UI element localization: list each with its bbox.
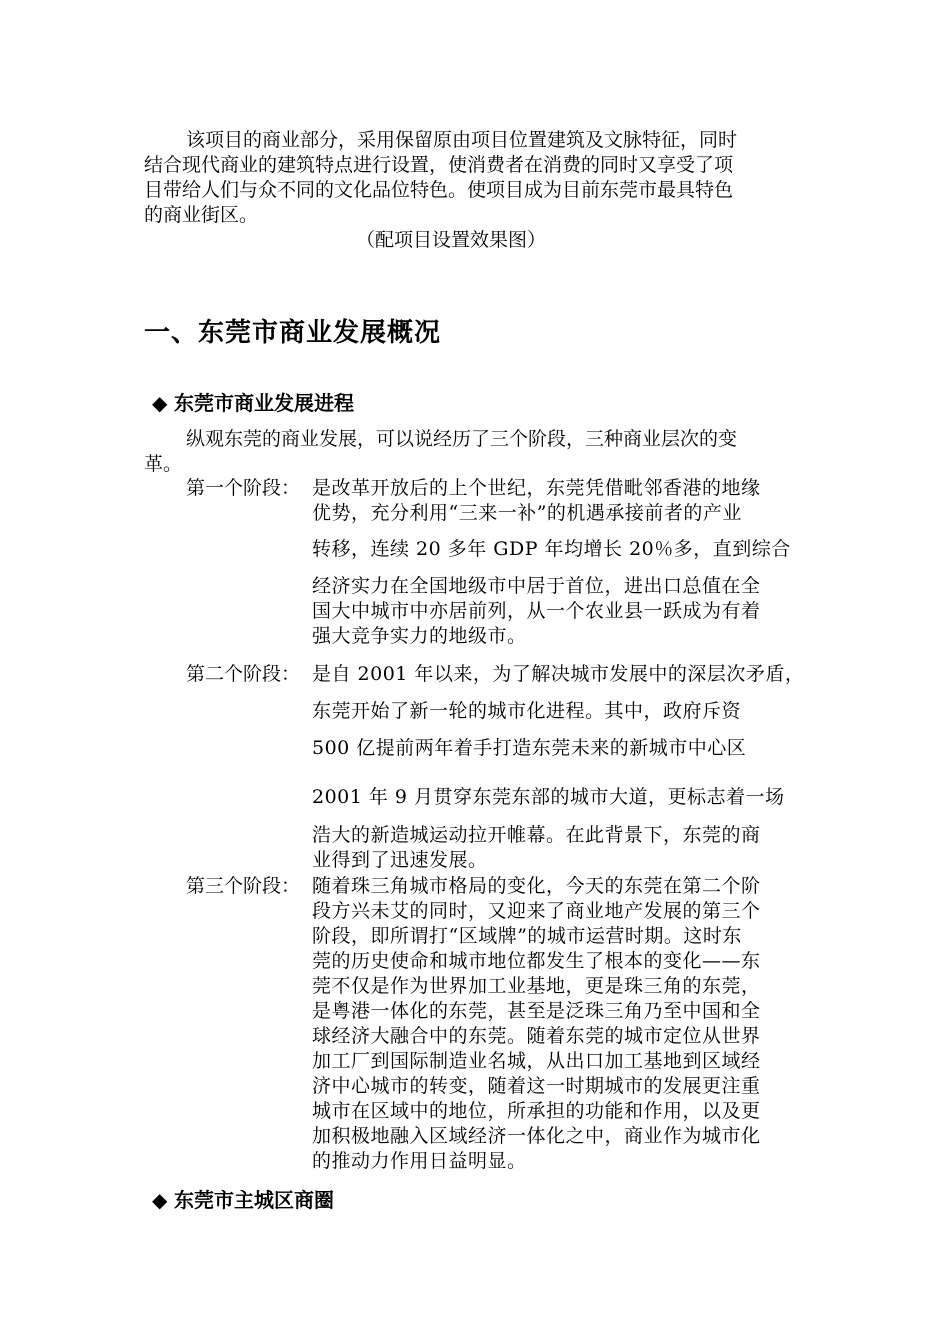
lead-line: 纵观东莞的商业发展，可以说经历了三个阶段，三种商业层次的变 [186, 428, 738, 450]
stage-line: 是粤港一体化的东莞，甚至是泛珠三角乃至中国和全 [312, 1000, 761, 1022]
stage-line: 经济实力在全国地级市中居于首位，进出口总值在全 [312, 575, 761, 597]
stage-line: 莞的历史使命和城市地位都发生了根本的变化——东 [312, 950, 761, 972]
subheading-text: 东莞市主城区商圈 [174, 1188, 334, 1212]
figure-caption: （配项目设置效果图） [356, 229, 547, 251]
stage-line: 500 亿提前两年着手打造东莞未来的新城市中心区 [312, 737, 747, 759]
subheading-main-districts [152, 1184, 334, 1213]
intro-line: 该项目的商业部分，采用保留原由项目位置建筑及文脉特征，同时 [186, 129, 738, 151]
stage-line: 段方兴未艾的同时，又迎来了商业地产发展的第三个 [312, 900, 761, 922]
intro-line: 结合现代商业的建筑特点进行设置，使消费者在消费的同时又享受了项 [144, 154, 734, 176]
stage-line: 城市在区域中的地位，所承担的功能和作用，以及更 [312, 1100, 761, 1122]
stage-line: 阶段，即所谓打“区域牌”的城市运营时期。这时东 [312, 925, 742, 947]
stage-line: 国大中城市中亦居前列，从一个农业县一跃成为有着 [312, 600, 761, 622]
stage-line: 的推动力作用日益明显。 [312, 1150, 527, 1172]
stage-line: 济中心城市的转变，随着这一时期城市的发展更注重 [312, 1075, 761, 1097]
intro-line: 的商业街区。 [144, 204, 259, 226]
stage-line: 优势，充分利用“三来一补”的机遇承接前者的产业 [312, 502, 742, 524]
stage-label: 第一个阶段： [186, 477, 301, 499]
stage-line: 东莞开始了新一轮的城市化进程。其中，政府斥资 [312, 700, 742, 722]
stage-label: 第二个阶段： [186, 663, 301, 685]
stage-line: 球经济大融合中的东莞。随着东莞的城市定位从世界 [312, 1025, 761, 1047]
stage-line: 业得到了迅速发展。 [312, 849, 488, 871]
lead-line: 革。 [144, 453, 183, 475]
stage-line: 转移，连续 20 多年 GDP 年均增长 20％多，直到综合 [312, 538, 791, 560]
stage-line: 是改革开放后的上个世纪，东莞凭借毗邻香港的地缘 [312, 477, 761, 499]
diamond-bullet-icon: ◆ [152, 1188, 168, 1212]
intro-line: 目带给人们与众不同的文化品位特色。使项目成为目前东莞市最具特色 [144, 179, 734, 201]
diamond-bullet-icon: ◆ [152, 391, 168, 415]
section-heading: 一、东莞市商业发展概况 [144, 318, 442, 348]
stage-line: 加积极地融入区域经济一体化之中，商业作为城市化 [312, 1125, 761, 1147]
subheading-development [152, 387, 354, 416]
stage-line: 强大竞争实力的地级市。 [312, 625, 527, 647]
stage-line: 随着珠三角城市格局的变化，今天的东莞在第二个阶 [312, 875, 761, 897]
stage-line: 是自 2001 年以来，为了解决城市发展中的深层次矛盾， [312, 663, 805, 685]
stage-label: 第三个阶段： [186, 875, 301, 897]
stage-line: 2001 年 9 月贯穿东莞东部的城市大道，更标志着一场 [312, 786, 785, 808]
stage-line: 浩大的新造城运动拉开帷幕。在此背景下，东莞的商 [312, 824, 761, 846]
subheading-text: 东莞市商业发展进程 [174, 391, 354, 415]
stage-line: 加工厂到国际制造业名城，从出口加工基地到区域经 [312, 1050, 761, 1072]
stage-line: 莞不仅是作为世界加工业基地，更是珠三角的东莞， [312, 975, 761, 997]
